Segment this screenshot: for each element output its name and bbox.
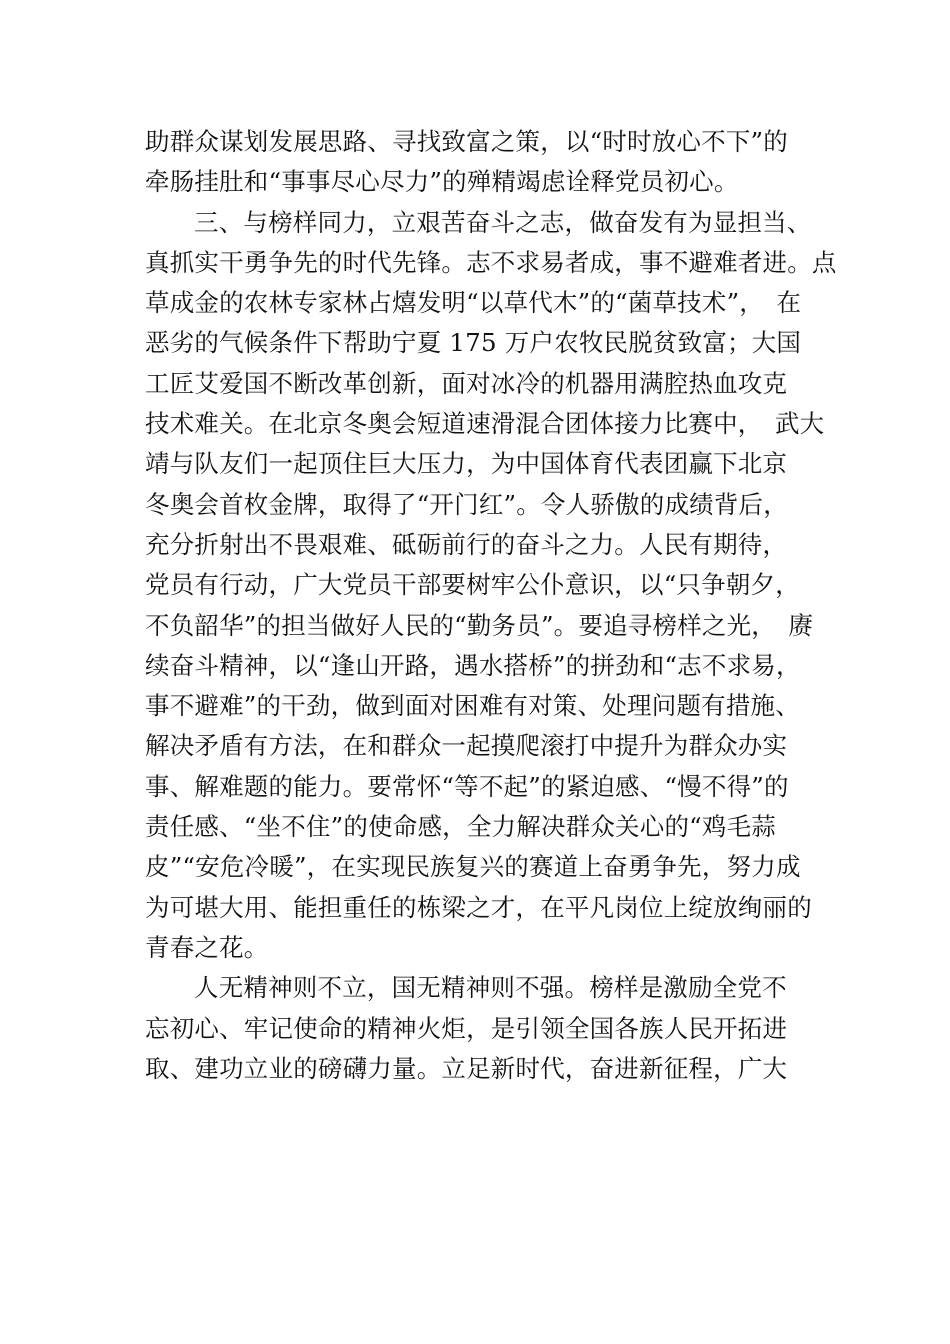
text-line: 事不避难”的干劲，做到面对困难有对策、处理问题有措施、 xyxy=(145,691,800,721)
text-line: 技术难关。在北京冬奥会短道速滑混合团体接力比赛中， 武大 xyxy=(145,409,825,439)
text-line: 不负韶华”的担当做好人民的“勤务员”。要追寻榜样之光， 赓 xyxy=(145,610,814,640)
text-line: 续奋斗精神，以“逢山开路，遇水搭桥”的拼劲和“志不求易， xyxy=(145,650,801,680)
text-line: 充分折射出不畏艰难、砥砺前行的奋斗之力。人民有期待， xyxy=(145,529,788,559)
text-line: 冬奥会首枚金牌，取得了“开门红”。令人骄傲的成绩背后， xyxy=(145,489,788,519)
body-text xyxy=(145,122,837,1089)
text-line: 靖与队友们一起顶住巨大压力，为中国体育代表团赢下北京 xyxy=(145,449,788,479)
text-line: 皮”“安危冷暖”，在实现民族复兴的赛道上奋勇争先，努力成 xyxy=(145,852,801,882)
paragraph-start-line: 人无精神则不立，国无精神则不强。榜样是激励全党不 xyxy=(194,973,787,1003)
text-line: 工匠艾爱国不断改革创新，面对冰冷的机器用满腔热血攻克 xyxy=(145,368,788,398)
text-line: 取、建功立业的磅礴力量。立足新时代，奋进新征程，广大 xyxy=(145,1053,788,1083)
text-line: 责任感、“坐不住”的使命感，全力解决群众关心的“鸡毛蒜 xyxy=(145,812,776,842)
text-line: 为可堪大用、能担重任的栋梁之才，在平凡岗位上绽放绚丽的 xyxy=(145,892,812,922)
text-line: 解决矛盾有方法，在和群众一起摸爬滚打中提升为群众办实 xyxy=(145,731,788,761)
paragraph-start-line: 三、与榜样同力，立艰苦奋斗之志，做奋发有为显担当、 xyxy=(194,207,812,237)
text-line: 牵肠挂肚和“事事尽心尽力”的殚精竭虑诠释党员初心。 xyxy=(145,167,739,197)
text-line: 助群众谋划发展思路、寻找致富之策，以“时时放心不下”的 xyxy=(145,127,788,156)
text-line: 真抓实干勇争先的时代先锋。志不求易者成，事不避难者进。点 xyxy=(145,247,837,277)
text-line: 党员有行动，广大党员干部要树牢公仆意识，以“只争朝夕， xyxy=(145,570,800,600)
text-line: 草成金的农林专家林占熺发明“以草代木”的“菌草技术”， 在 xyxy=(145,288,802,318)
text-line: 恶劣的气候条件下帮助宁夏 175 万户农牧民脱贫致富；大国 xyxy=(145,328,802,358)
text-line: 青春之花。 xyxy=(145,932,269,962)
text-line: 事、解难题的能力。要常怀“等不起”的紧迫感、“慢不得”的 xyxy=(145,771,789,801)
text-line: 忘初心、牢记使命的精神火炬，是引领全国各族人民开拓进 xyxy=(145,1013,788,1043)
